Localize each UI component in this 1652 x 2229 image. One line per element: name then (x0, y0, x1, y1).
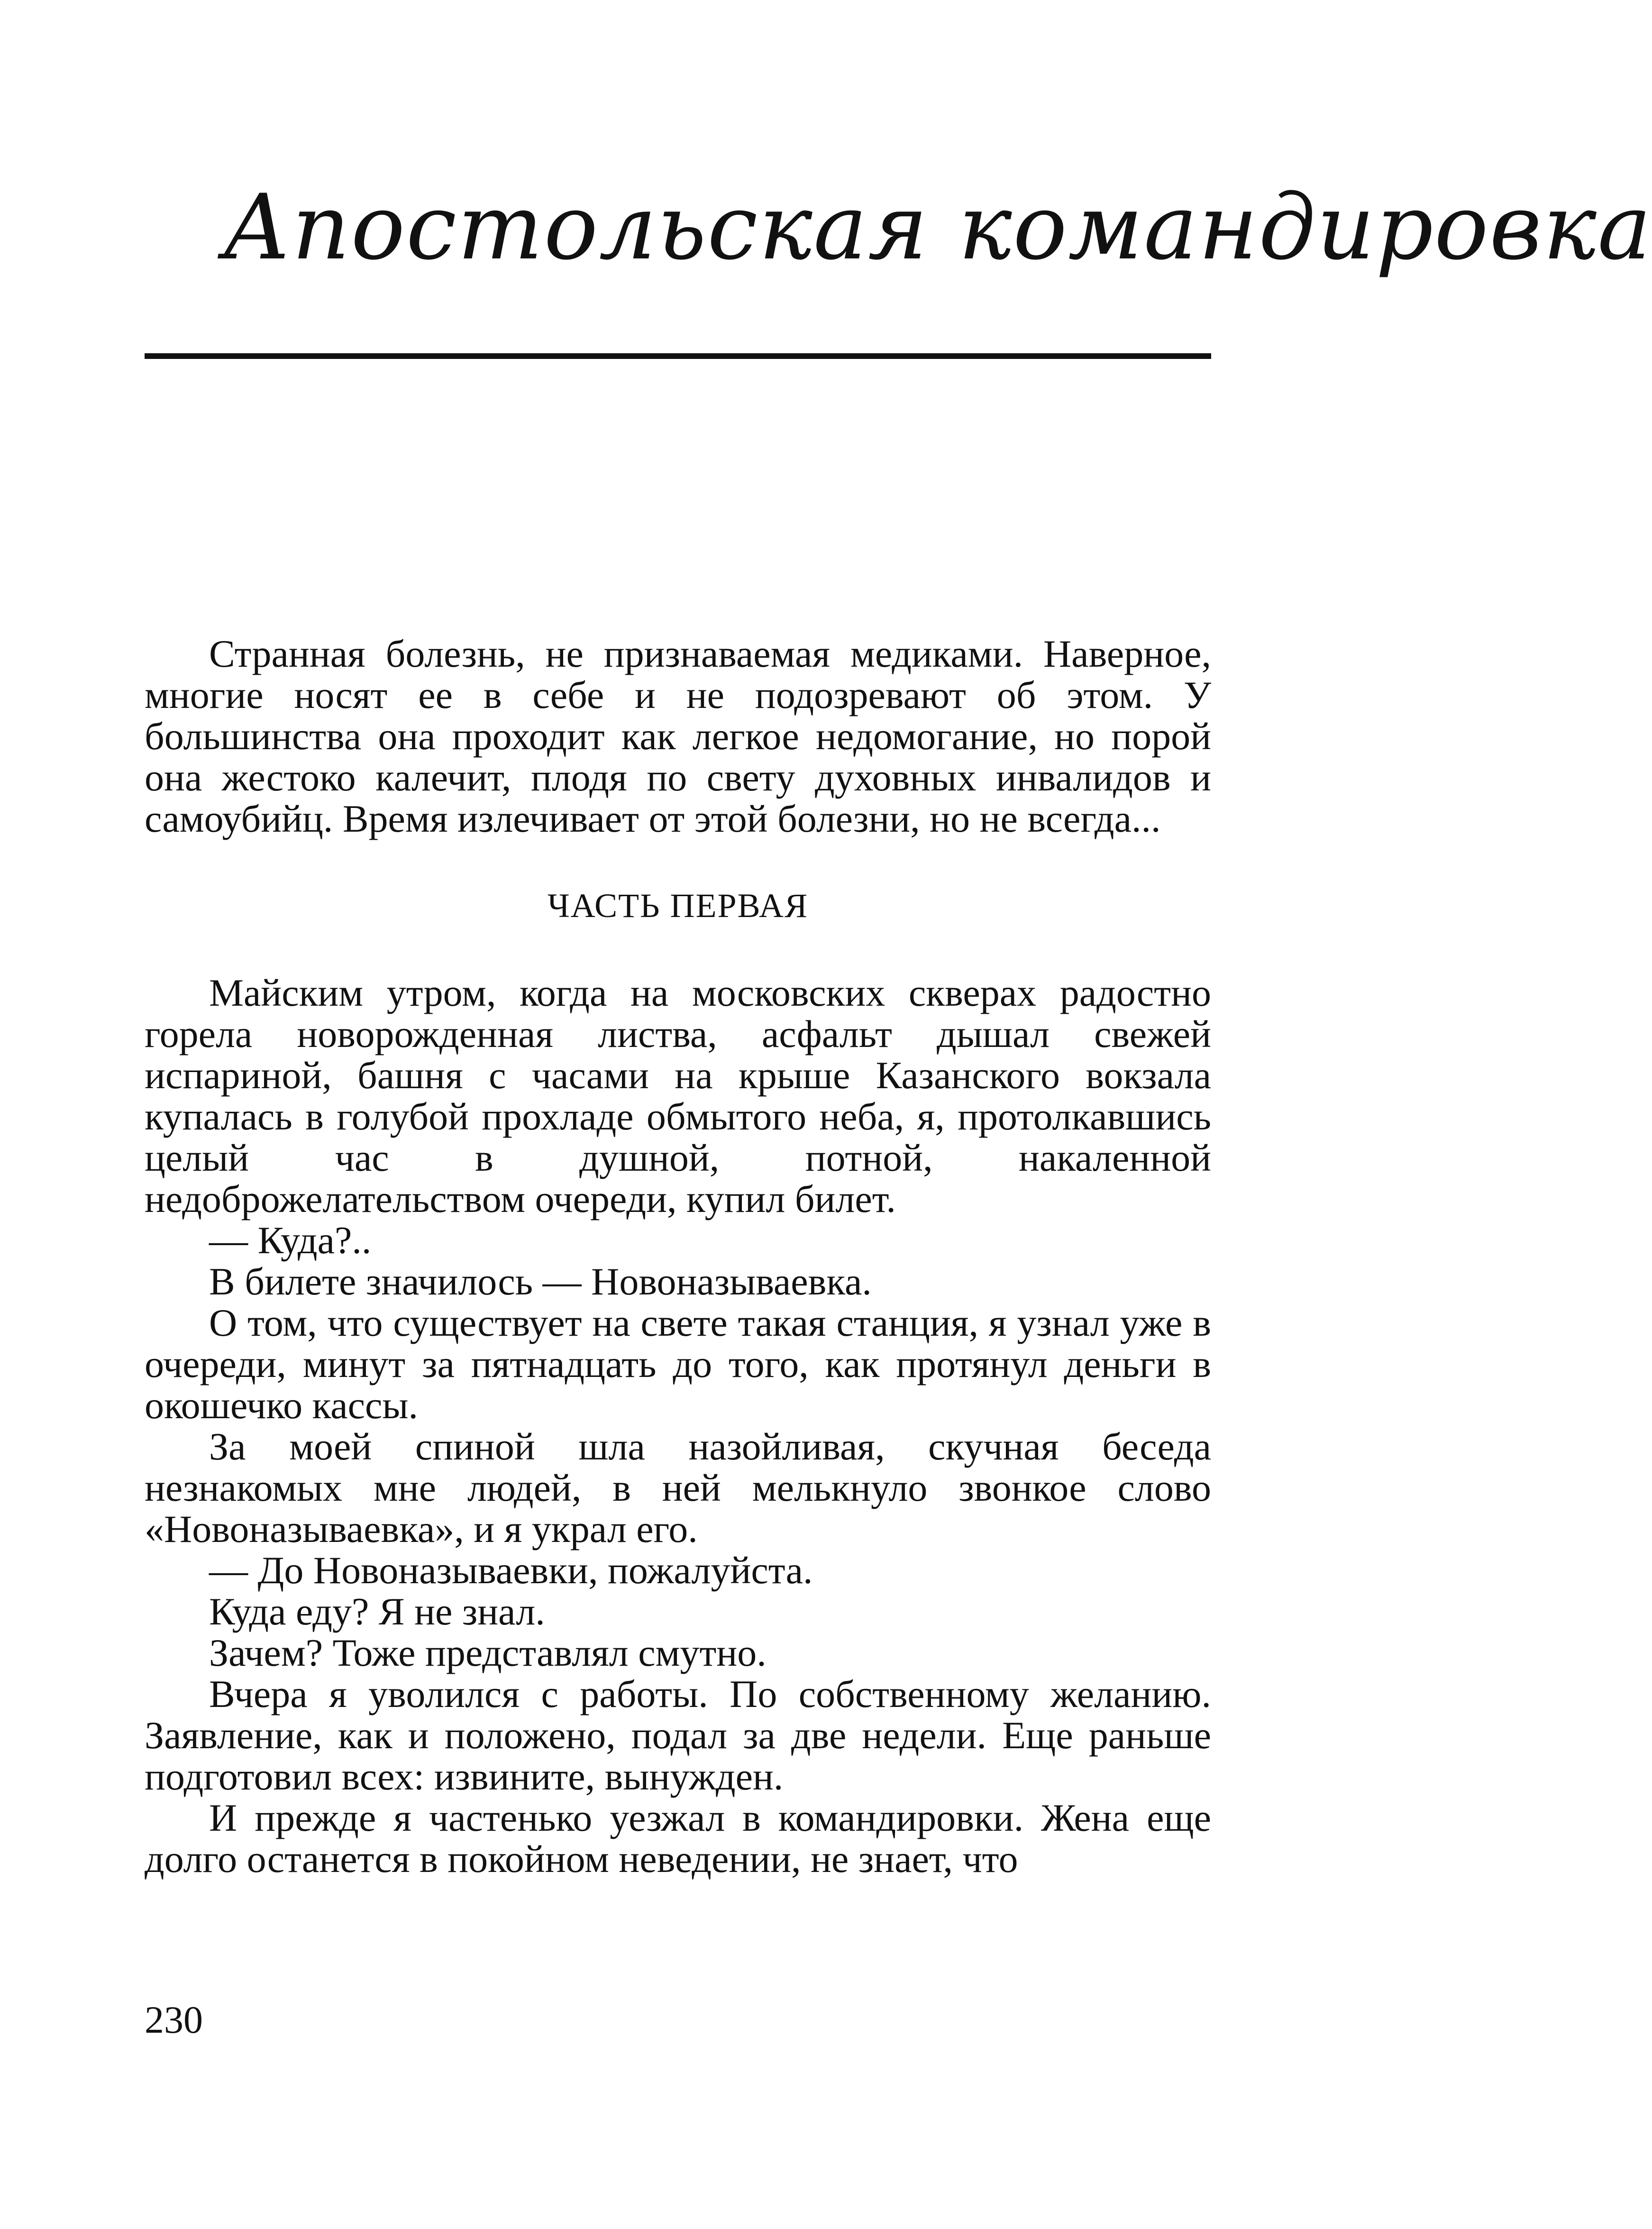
section-heading: ЧАСТЬ ПЕРВАЯ (547, 887, 809, 925)
paragraph-7: Куда еду? Я не знал. (209, 1590, 545, 1633)
page-body (145, 633, 1211, 1880)
paragraph-5: За моей спиной шла назойливая, скучная беседа незнакомых мне людей, в ней мелькнуло звонкое слово «Новоназываевка», и я украл его. (145, 1425, 1211, 1550)
paragraph-3: В билете значилось — Новоназываевка. (209, 1260, 872, 1303)
chapter-title: Апостольская командировка (223, 175, 1652, 280)
title-divider (145, 353, 1211, 359)
page-number: 230 (145, 1998, 203, 2041)
paragraph-2: — Куда?.. (209, 1219, 372, 1262)
paragraph-6: — До Новоназываевки, пожалуйста. (209, 1549, 813, 1592)
paragraph-1: Майским утром, когда на московских скверах радостно горела новорожденная листва, асфальт дышал свежей испариной, башня с часами на крыше Казанского вокзала купалась в голубой прохладе обмытого неба, я, протолкавшись целый час в душной, потной, накаленной недоброжелательством очереди, купил билет. (145, 971, 1211, 1220)
paragraph-9: Вчера я уволился с работы. По собственному желанию. Заявление, как и положено, подал за две недели. Еще раньше подготовил всех: извините, вынужден. (145, 1672, 1211, 1798)
intro-paragraph: Странная болезнь, не признаваемая медиками. Наверное, многие носят ее в себе и не подозревают об этом. У большинства она проходит как легкое недомогание, но порой она жестоко калечит, плодя по свету духовных инвалидов и самоубийц. Время излечивает от этой болезни, но не всегда... (145, 632, 1211, 840)
paragraph-8: Зачем? Тоже представлял смутно. (209, 1631, 767, 1674)
paragraph-4: О том, что существует на свете такая станция, я узнал уже в очереди, минут за пятнадцать до того, как протянул деньги в окошечко кассы. (145, 1301, 1211, 1427)
paragraph-10: И прежде я частенько уезжал в командировки. Жена еще долго останется в покойном неведении, не знает, что (145, 1796, 1211, 1880)
